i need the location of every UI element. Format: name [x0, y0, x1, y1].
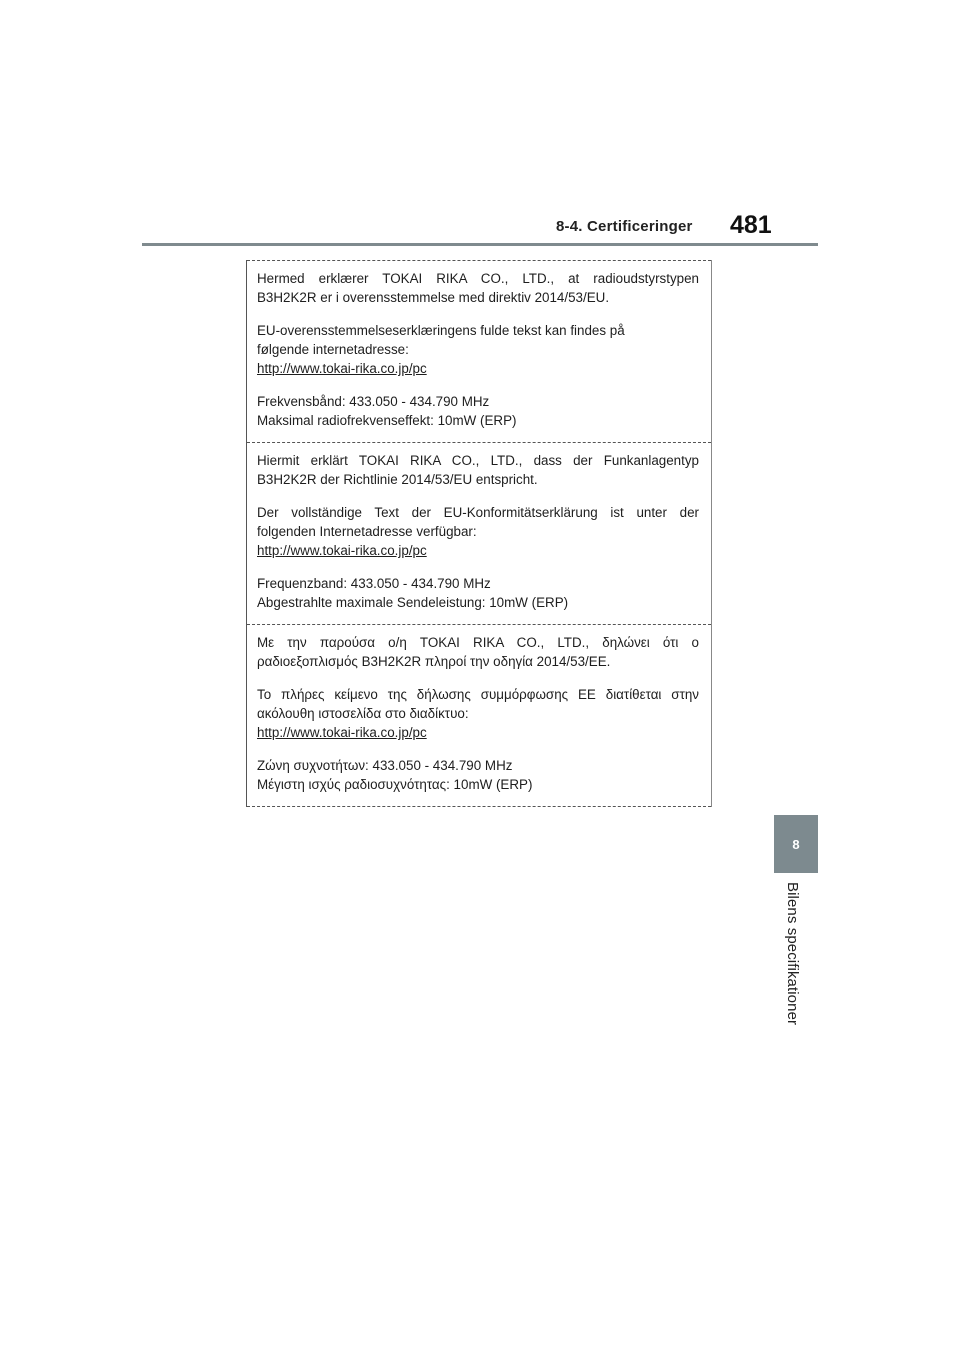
declaration-url: http://www.tokai-rika.co.jp/pc — [257, 543, 427, 558]
header-rule — [142, 243, 818, 246]
max-power: Maksimal radiofrekvenseffekt: 10mW (ERP) — [257, 413, 517, 428]
page-header — [0, 205, 960, 245]
declaration-text-line: EU-overensstemmelseserklæringens fulde tekst kan findes på — [257, 323, 625, 338]
chapter-number: 8 — [792, 836, 800, 852]
declaration-text-line: følgende internetadresse: — [257, 342, 409, 357]
declaration-text-line: Το πλήρες κείμενο της δήλωσης συμμόρφωσης ΕΕ διατίθεται στην — [257, 687, 699, 702]
max-power: Μέγιστη ισχύς ραδιοσυχνότητας: 10mW (ERP) — [257, 777, 533, 792]
cert-block-danish — [247, 260, 711, 442]
declaration-line: ραδιοεξοπλισμός B3H2K2R πληροί την οδηγία 2014/53/ΕΕ. — [257, 654, 611, 669]
frequency-band: Frekvensbånd: 433.050 - 434.790 MHz — [257, 394, 490, 409]
declaration-line: Hermed erklærer TOKAI RIKA CO., LTD., at radioudstyrstypen — [257, 271, 699, 286]
declaration-line: B3H2K2R er i overensstemmelse med direktiv 2014/53/EU. — [257, 290, 610, 305]
declaration-url: http://www.tokai-rika.co.jp/pc — [257, 725, 427, 740]
declaration-url: http://www.tokai-rika.co.jp/pc — [257, 361, 427, 376]
declaration-line: Με την παρούσα ο/η TOKAI RIKA CO., LTD., δηλώνει ότι ο — [257, 635, 699, 650]
chapter-label: Bilens specifikationer — [784, 882, 801, 1026]
frequency-band: Frequenzband: 433.050 - 434.790 MHz — [257, 576, 491, 591]
certification-frame — [246, 260, 712, 807]
chapter-tab — [774, 815, 818, 873]
cert-block-german — [247, 442, 711, 624]
declaration-text-line: ακόλουθη ιστοσελίδα στο διαδίκτυο: — [257, 706, 469, 721]
declaration-line: B3H2K2R der Richtlinie 2014/53/EU entspricht. — [257, 472, 538, 487]
frequency-band: Ζώνη συχνοτήτων: 433.050 - 434.790 MHz — [257, 758, 513, 773]
page-number: 481 — [730, 211, 772, 239]
max-power: Abgestrahlte maximale Sendeleistung: 10mW (ERP) — [257, 595, 569, 610]
declaration-line: Hiermit erklärt TOKAI RIKA CO., LTD., dass der Funkanlagentyp — [257, 453, 699, 468]
chapter-label-wrap — [774, 882, 818, 1042]
section-title: 8-4. Certificeringer — [556, 218, 693, 235]
declaration-text-line: folgenden Internetadresse verfügbar: — [257, 524, 477, 539]
cert-block-greek — [247, 624, 711, 807]
declaration-text-line: Der vollständige Text der EU-Konformitätserklärung ist unter der — [257, 505, 699, 520]
